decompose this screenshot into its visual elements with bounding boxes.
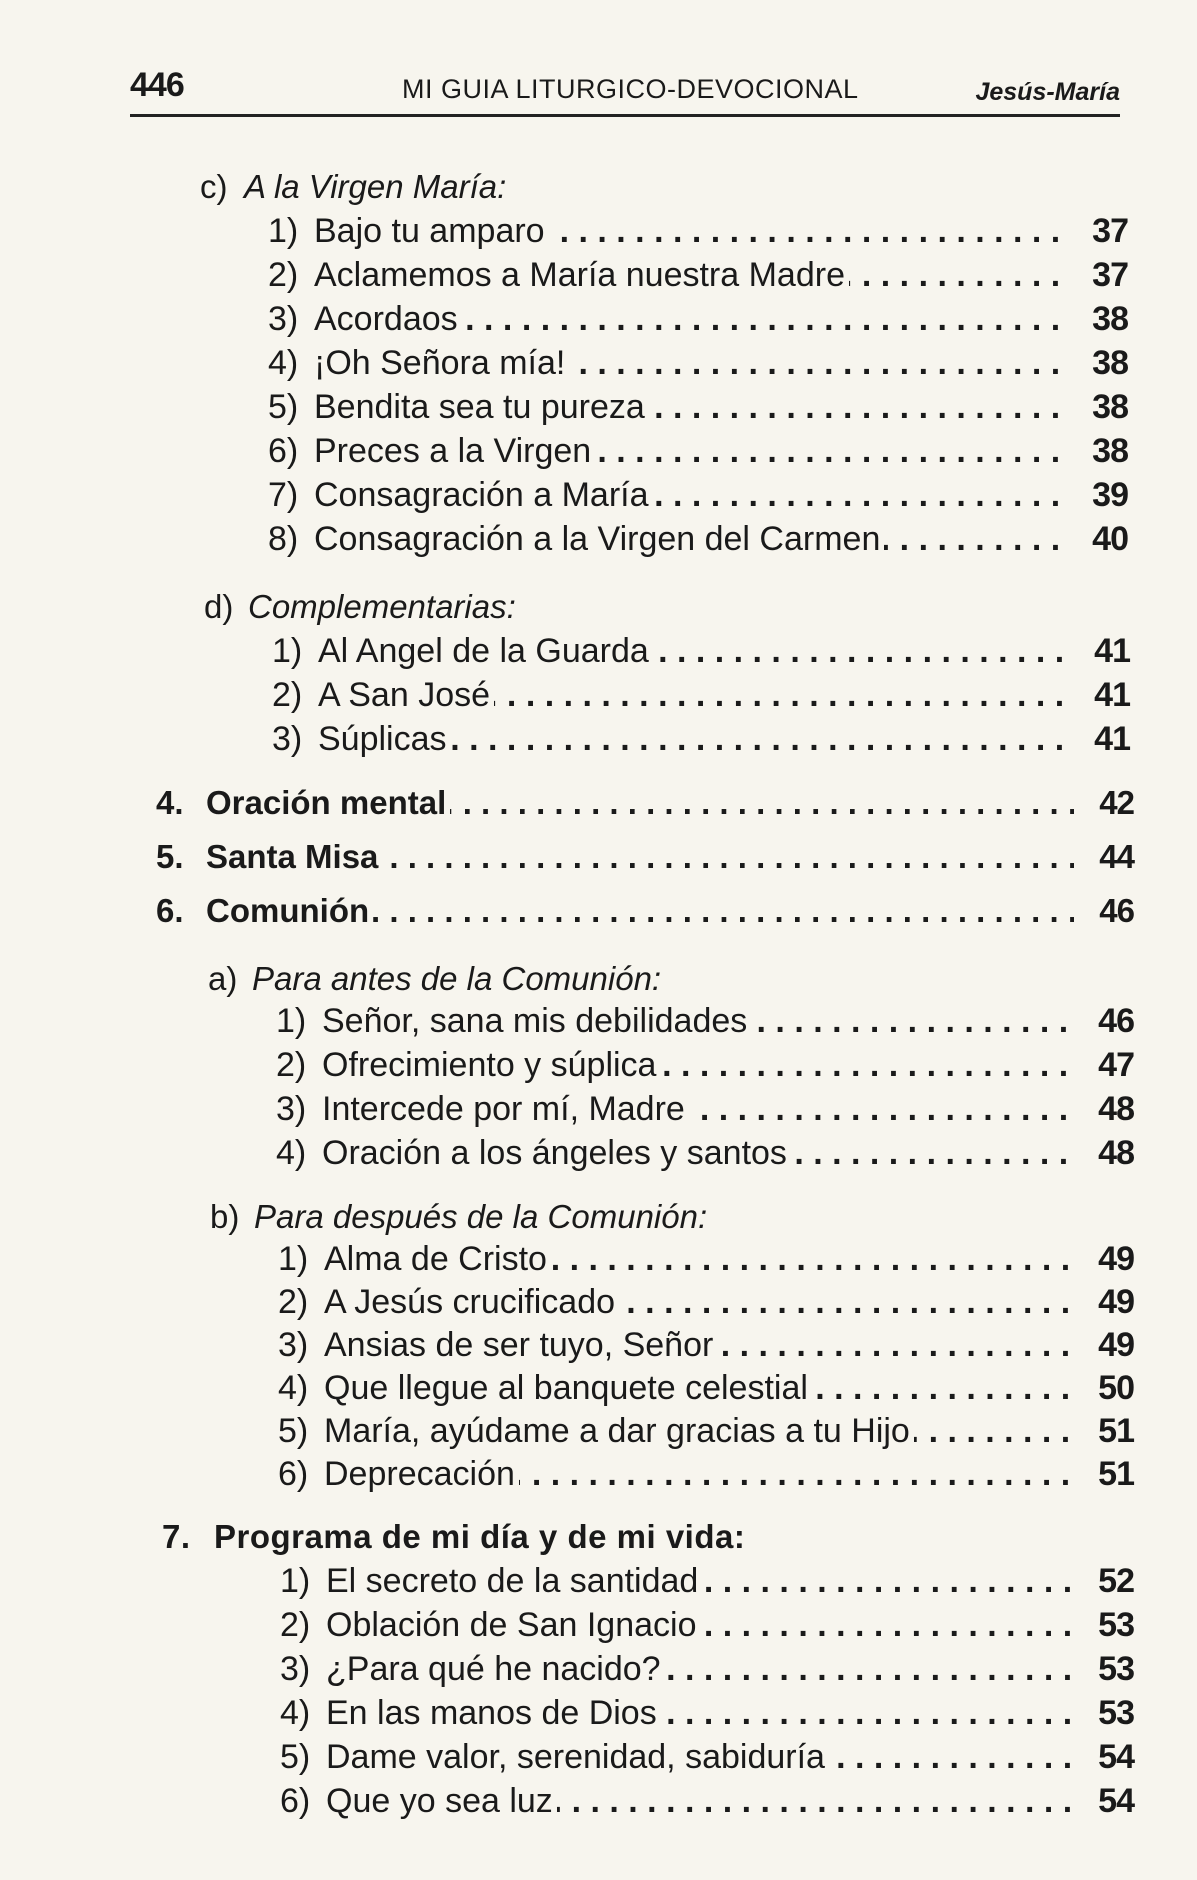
toc-entry[interactable]: 7) Consagración a María . . . 39	[268, 476, 1128, 520]
toc-entry[interactable]: 3) Intercede por mí, Madre . . . 48	[276, 1090, 1134, 1134]
book-title: MI GUIA LITURGICO-DEVOCIONAL	[402, 74, 859, 104]
toc-entry[interactable]: 6) Preces a la Virgen . . . 38	[268, 432, 1128, 476]
page-number: 446	[130, 66, 184, 104]
toc-entry[interactable]: 6) Deprecación . . . 51	[278, 1455, 1134, 1499]
toc-entry[interactable]: 3) Acordaos . . . 38	[268, 300, 1128, 344]
toc-entry[interactable]: 2) A San José . . . 41	[272, 676, 1130, 720]
toc-entry[interactable]: 3) ¿Para qué he nacido? . . . 53	[280, 1650, 1134, 1694]
toc-entry[interactable]: 5) María, ayúdame a dar gracias a tu Hijo . . . 51	[278, 1412, 1134, 1456]
section-heading-c: c) A la Virgen María:	[200, 168, 507, 205]
toc-entry[interactable]: 1) Bajo tu amparo . . . 37	[268, 212, 1128, 256]
toc-entry[interactable]: 1) El secreto de la santidad . . . 52	[280, 1562, 1134, 1606]
toc-entry[interactable]: 5) Bendita sea tu pureza . . . 38	[268, 388, 1128, 432]
toc-entry[interactable]: 4) Que llegue al banquete celestial . . . 50	[278, 1369, 1134, 1413]
toc-entry[interactable]: 6) Que yo sea luz . . . 54	[280, 1782, 1134, 1826]
toc-main-entry[interactable]: 6. Comunión . . . 46	[156, 892, 1134, 936]
header-rule	[130, 114, 1120, 117]
section-heading-a: a) Para antes de la Comunión:	[208, 960, 662, 997]
section-heading-7: 7. Programa de mi día y de mi vida:	[162, 1518, 746, 1555]
section-heading-b: b) Para después de la Comunión:	[210, 1198, 708, 1235]
toc-entry[interactable]: 1) Al Angel de la Guarda . . . 41	[272, 632, 1130, 676]
running-head: Jesús-María	[975, 78, 1120, 106]
toc-entry[interactable]: 2) Aclamemos a María nuestra Madre . . . 37	[268, 256, 1128, 300]
toc-entry[interactable]: 4) ¡Oh Señora mía! . . . 38	[268, 344, 1128, 388]
toc-entry[interactable]: 4) En las manos de Dios . . . 53	[280, 1694, 1134, 1738]
toc-entry[interactable]: 3) Súplicas . . . 41	[272, 720, 1130, 764]
toc-entry[interactable]: 2) Oblación de San Ignacio . . . 53	[280, 1606, 1134, 1650]
toc-entry[interactable]: 1) Alma de Cristo . . . 49	[278, 1240, 1134, 1284]
toc-main-entry[interactable]: 5. Santa Misa . . . 44	[156, 838, 1134, 882]
toc-main-entry[interactable]: 4. Oración mental . . . 42	[156, 784, 1134, 828]
toc-entry[interactable]: 5) Dame valor, serenidad, sabiduría . . . 54	[280, 1738, 1134, 1782]
toc-entry[interactable]: 8) Consagración a la Virgen del Carmen . . . 40	[268, 520, 1128, 564]
toc-entry[interactable]: 4) Oración a los ángeles y santos . . . 48	[276, 1134, 1134, 1178]
toc-entry[interactable]: 2) A Jesús crucificado . . . 49	[278, 1283, 1134, 1327]
page-header	[130, 62, 1120, 118]
toc-entry[interactable]: 1) Señor, sana mis debilidades . . . 46	[276, 1002, 1134, 1046]
toc-entry[interactable]: 3) Ansias de ser tuyo, Señor . . . 49	[278, 1326, 1134, 1370]
toc-entry[interactable]: 2) Ofrecimiento y súplica . . . 47	[276, 1046, 1134, 1090]
section-heading-d: d) Complementarias:	[204, 588, 516, 625]
